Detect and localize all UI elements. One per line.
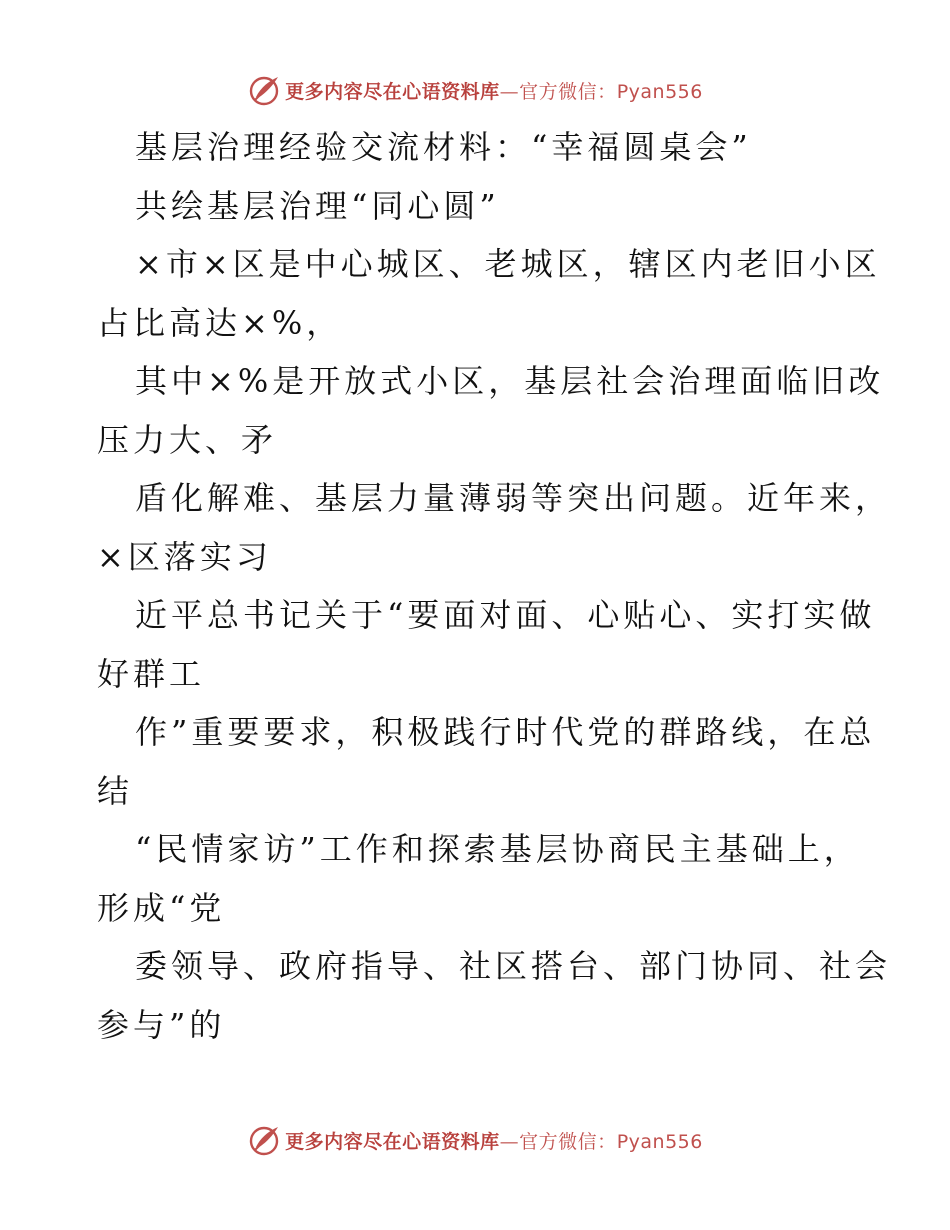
feather-pen-logo-icon <box>247 1123 281 1157</box>
watermark-sub: 官方微信： <box>519 80 617 103</box>
text-line: 委领导、政府指导、社区搭台、部门协同、社会 <box>135 947 892 985</box>
watermark-id: Pyan556 <box>616 80 703 103</box>
text-line: 作”重要要求，积极践行时代党的群路线，在总 <box>135 713 876 751</box>
text-line: 盾化解难、基层力量薄弱等突出问题。近年来， <box>135 479 892 517</box>
text-line: ×区落实习 <box>97 537 272 576</box>
feather-pen-logo-icon <box>247 73 281 107</box>
text-line: 共绘基层治理“同心圆” <box>135 186 500 225</box>
text-line: 压力大、矛 <box>97 420 278 459</box>
text-line: ×市×区是中心城区、老城区，辖区内老旧小区 <box>135 245 881 283</box>
watermark-main: 更多内容尽在心语资料库 <box>285 1130 500 1153</box>
text-line: 结 <box>97 771 134 810</box>
footer-watermark <box>0 1120 950 1160</box>
text-line: 参与”的 <box>97 1005 226 1044</box>
text-line: 好群工 <box>97 654 206 693</box>
watermark-sub: 官方微信： <box>519 1130 617 1153</box>
watermark-text <box>285 77 703 104</box>
text-line: 基层治理经验交流材料：“幸福圆桌会” <box>135 128 752 166</box>
text-line: 形成“党 <box>97 888 226 927</box>
text-line: “民情家访”工作和探索基层协商民主基础上， <box>135 830 860 868</box>
watermark-dash: — <box>499 80 520 103</box>
header-watermark <box>0 70 950 110</box>
watermark-text <box>285 1127 703 1154</box>
text-line: 占比高达×%， <box>97 303 343 342</box>
text-line: 近平总书记关于“要面对面、心贴心、实打实做 <box>135 596 876 634</box>
watermark-main: 更多内容尽在心语资料库 <box>285 80 500 103</box>
text-line: 其中×%是开放式小区，基层社会治理面临旧改 <box>135 362 885 400</box>
watermark-dash: — <box>499 1130 520 1153</box>
document-body <box>97 118 892 1054</box>
watermark-id: Pyan556 <box>616 1130 703 1153</box>
